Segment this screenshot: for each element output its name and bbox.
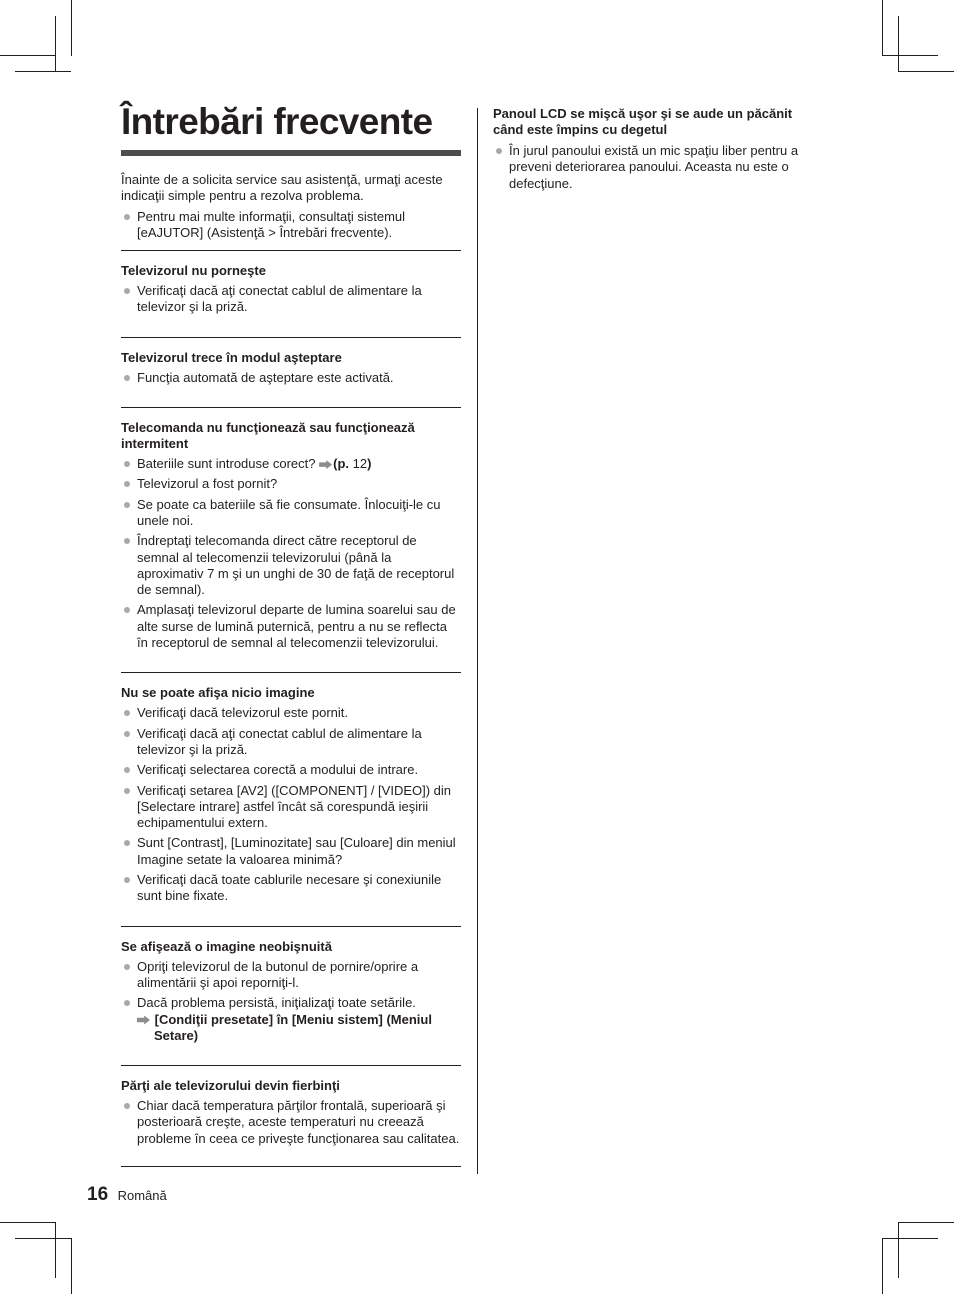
list-item: Îndreptaţi telecomanda direct către receptorul de semnal al telecomenzii televizorului (până la aproximativ 7 m şi un unghi de 30 de faţă de receptorul de semnal). <box>121 533 461 598</box>
faq-section-no-image <box>121 672 461 916</box>
list-item: Verificaţi dacă televizorul este pornit. <box>121 705 461 721</box>
section-heading: Nu se poate afişa nicio imagine <box>121 685 315 701</box>
page-ref-close: ) <box>367 456 372 472</box>
crop-mark <box>55 16 56 72</box>
left-column <box>121 100 461 1167</box>
list-item: Amplasaţi televizorul departe de lumina soarelui sau de alte surse de lumină puternică, pentru a nu se reflecta în receptorul de semnal al telecomenzii televizorului. <box>121 602 461 651</box>
crop-mark <box>55 1222 56 1278</box>
crop-mark <box>882 1238 938 1239</box>
intro-list <box>121 209 461 242</box>
arrow-right-icon <box>137 1016 150 1025</box>
menu-ref-cont: Setare) <box>154 1027 199 1043</box>
list-item: Chiar dacă temperatura părţilor frontală, superioară şi posterioară creşte, aceste temperaturi nu creează probleme în ceea ce priveşte funcţionarea sau calitatea. <box>121 1098 461 1147</box>
title-rule <box>121 150 461 156</box>
list-item: Opriţi televizorul de la butonul de pornire/oprire a alimentării şi apoi reporniţi-l. <box>121 959 461 992</box>
faq-section-hot-parts <box>121 1065 461 1159</box>
faq-section-standby <box>121 337 461 398</box>
page-language: Română <box>117 1187 167 1203</box>
crop-mark <box>898 1222 899 1278</box>
faq-section-remote <box>121 407 461 663</box>
crop-mark <box>898 16 899 72</box>
item-text: Dacă problema persistă, iniţializaţi toate setările. <box>137 995 416 1011</box>
arrow-right-icon <box>319 460 332 469</box>
menu-ref: [Condiţii presetate] în [Meniu sistem] (Meniul <box>154 1011 432 1027</box>
right-column <box>493 106 815 196</box>
section-heading: Telecomanda nu funcţionează sau funcţionează intermitent <box>121 420 415 452</box>
faq-section-unusual-image <box>121 926 461 1056</box>
list-item: Verificaţi dacă aţi conectat cablul de alimentare la televizor şi la priză. <box>121 283 461 316</box>
crop-mark <box>882 1238 883 1294</box>
item-text: Bateriile sunt introduse corect? <box>137 456 316 472</box>
crop-mark <box>882 0 883 56</box>
crop-mark <box>71 1238 72 1294</box>
list-item <box>121 456 461 472</box>
page-footer <box>87 1184 167 1206</box>
crop-mark <box>71 0 72 56</box>
list-item <box>121 995 461 1044</box>
crop-mark <box>882 55 938 56</box>
crop-mark <box>15 71 71 72</box>
page-title: Întrebări frecvente <box>121 101 433 142</box>
section-end-rule <box>121 1166 461 1167</box>
crop-mark <box>15 1238 71 1239</box>
faq-section-tv-not-on <box>121 250 461 328</box>
list-item: În jurul panoului există un mic spaţiu liber pentru a preveni deteriorarea panoului. Aceasta nu este o defecţiune. <box>493 143 815 192</box>
list-item: Verificaţi selectarea corectă a modului de intrare. <box>121 762 461 778</box>
page-ref-number: 12 <box>349 456 368 472</box>
column-divider <box>477 108 478 1174</box>
list-item: Funcţia automată de aşteptare este activată. <box>121 370 461 386</box>
list-item: Verificaţi setarea [AV2] ([COMPONENT] / [VIDEO]) din [Selectare intrare] astfel încât să corespundă ieşirii echipamentului extern. <box>121 783 461 832</box>
list-item: Verificaţi dacă aţi conectat cablul de alimentare la televizor şi la priză. <box>121 726 461 759</box>
page-number: 16 <box>87 1184 109 1205</box>
crop-mark <box>898 71 954 72</box>
crop-mark <box>898 1222 954 1223</box>
list-item: Verificaţi dacă toate cablurile necesare şi conexiunile sunt bine fixate. <box>121 872 461 905</box>
section-heading: Televizorul trece în modul aşteptare <box>121 349 342 365</box>
section-heading: Părţi ale televizorului devin fierbinţi <box>121 1078 340 1094</box>
section-heading: Panoul LCD se mişcă uşor şi se aude un păcănit când este împins cu degetul <box>493 106 793 137</box>
crop-mark <box>0 1222 56 1223</box>
page-ref-label: (p. <box>333 456 349 472</box>
intro-text: Înainte de a solicita service sau asistenţă, urmaţi aceste indicaţii simple pentru a rezolva problema. <box>121 172 443 204</box>
list-item: Se poate ca bateriile să fie consumate. Înlocuiţi-le cu unele noi. <box>121 497 461 530</box>
list-item: Televizorul a fost pornit? <box>121 476 461 492</box>
section-heading: Se afişează o imagine neobişnuită <box>121 938 332 954</box>
list-item: Sunt [Contrast], [Luminozitate] sau [Culoare] din meniul Imagine setate la valoarea minimă? <box>121 835 461 868</box>
crop-mark <box>0 55 56 56</box>
list-item: Pentru mai multe informaţii, consultaţi sistemul [eAJUTOR] (Asistenţă > Întrebări frecvente). <box>121 209 461 242</box>
section-heading: Televizorul nu porneşte <box>121 263 266 279</box>
